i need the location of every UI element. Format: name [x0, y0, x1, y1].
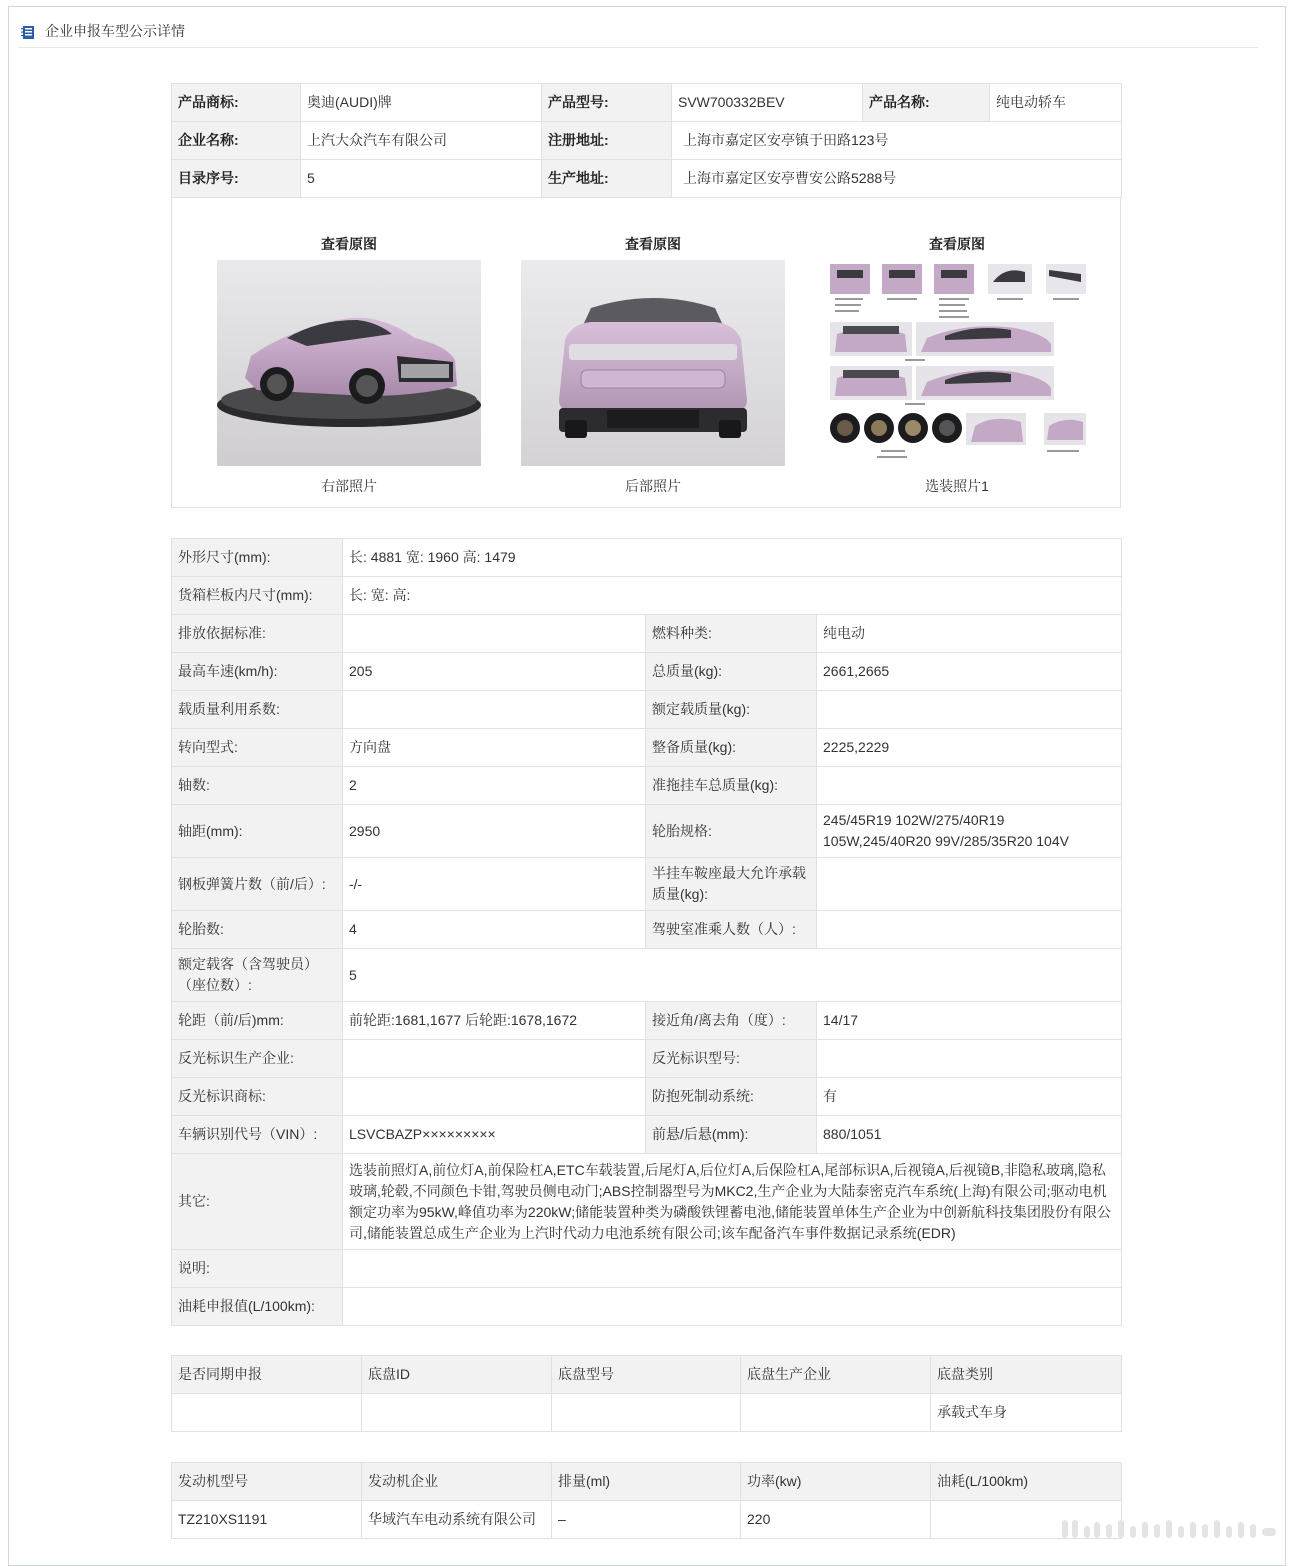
engine-table	[171, 1462, 1122, 1539]
table-row	[172, 539, 1122, 577]
view-original-link[interactable]: 查看原图	[321, 236, 377, 252]
name-value: 纯电动轿车	[990, 84, 1122, 122]
fuel-value: 纯电动	[817, 615, 1122, 653]
table-cell	[172, 1394, 362, 1432]
table-row	[172, 949, 1122, 1002]
table-row	[172, 1501, 1122, 1539]
column-header: 底盘ID	[362, 1356, 552, 1394]
fuel-cons-value	[343, 1288, 1122, 1326]
total-mass-label: 总质量(kg):	[646, 653, 817, 691]
column-header: 底盘型号	[552, 1356, 741, 1394]
table-cell: 220	[741, 1501, 931, 1539]
vin-label: 车辆识别代号（VIN）:	[172, 1116, 343, 1154]
axles-value: 2	[343, 767, 646, 805]
right-photo-image[interactable]	[217, 260, 481, 466]
dims-value: 长: 4881 宽: 1960 高: 1479	[343, 539, 1122, 577]
cargo-value: 长: 宽: 高:	[343, 577, 1122, 615]
refl-maker-value	[343, 1040, 646, 1078]
pass-label	[172, 949, 343, 1002]
photo-caption: 右部照片	[321, 478, 377, 494]
steer-value: 方向盘	[343, 729, 646, 767]
table-row	[172, 1394, 1122, 1432]
catalog-value: 5	[301, 160, 542, 198]
table-row	[172, 84, 1122, 122]
wheelbase-label: 轴距(mm):	[172, 805, 343, 858]
speed-label: 最高车速(km/h):	[172, 653, 343, 691]
company-value: 上汽大众汽车有限公司	[301, 122, 542, 160]
other-value: 选装前照灯A,前位灯A,前保险杠A,ETC车载装置,后尾灯A,后位灯A,后保险杠A,尾部标识A,后视镜A,后视镜B,非隐私玻璃,隐私玻璃,轮毂,不同颜色卡钳,驾驶员侧电动门;ABS控制器型号为MKC2,生产企业为大陆泰密克汽车系统(上海)有限公司;驱动电机额定功率为95kW,峰值功率为220kW;储能装置种类为磷酸铁锂蓄电池,储能装置单体生产企业为中创新航科技集团股份有限公司,储能装置总成生产企业为上汽时代动力电池系统有限公司;该车配备汽车事件数据记录系统(EDR)	[343, 1154, 1122, 1250]
saddle-value	[817, 858, 1122, 911]
saddle-label-line: 半挂车鞍座最大允许承载	[652, 865, 806, 881]
rated-load-value	[817, 691, 1122, 729]
cab-value	[817, 911, 1122, 949]
options-photo-image[interactable]	[825, 260, 1089, 466]
column-header: 是否同期申报	[172, 1356, 362, 1394]
note-value	[343, 1250, 1122, 1288]
note-label: 说明:	[172, 1250, 343, 1288]
table-row	[172, 1040, 1122, 1078]
overhang-label: 前悬/后悬(mm):	[646, 1116, 817, 1154]
refl-maker-label: 反光标识生产企业:	[172, 1040, 343, 1078]
table-row	[172, 858, 1122, 911]
table-cell	[741, 1394, 931, 1432]
chassis-table	[171, 1355, 1122, 1432]
cab-label: 驾驶室准乘人数（人）:	[646, 911, 817, 949]
axles-label: 轴数:	[172, 767, 343, 805]
tire-spec-label: 轮胎规格:	[646, 805, 817, 858]
vin-value: LSVCBAZP×××××××××	[343, 1116, 646, 1154]
view-original-link[interactable]: 查看原图	[929, 236, 985, 252]
watermark-logo	[1060, 1518, 1280, 1540]
reg-addr-label: 注册地址:	[542, 122, 672, 160]
table-row	[172, 1116, 1122, 1154]
basic-info-table	[171, 83, 1122, 198]
refl-brand-label: 反光标识商标:	[172, 1078, 343, 1116]
table-row	[172, 1250, 1122, 1288]
prod-addr-value: 上海市嘉定区安亭曹安公路5288号	[672, 160, 1122, 198]
reg-addr-value: 上海市嘉定区安亭镇于田路123号	[672, 122, 1122, 160]
table-row	[172, 160, 1122, 198]
table-cell	[362, 1394, 552, 1432]
table-cell: TZ210XS1191	[172, 1501, 362, 1539]
refl-model-value	[817, 1040, 1122, 1078]
brand-label: 产品商标:	[172, 84, 301, 122]
table-header-row	[172, 1463, 1122, 1501]
refl-brand-value	[343, 1078, 646, 1116]
table-row	[172, 911, 1122, 949]
trailer-value	[817, 767, 1122, 805]
abs-label: 防抱死制动系统:	[646, 1078, 817, 1116]
brand-value: 奥迪(AUDI)牌	[301, 84, 542, 122]
table-row	[172, 122, 1122, 160]
total-mass-value: 2661,2665	[817, 653, 1122, 691]
pass-label-line: 额定载客（含驾驶员）	[178, 956, 318, 972]
model-label: 产品型号:	[542, 84, 672, 122]
pass-value: 5	[343, 949, 1122, 1002]
curb-label: 整备质量(kg):	[646, 729, 817, 767]
column-header: 油耗(L/100km)	[931, 1463, 1122, 1501]
column-header: 底盘生产企业	[741, 1356, 931, 1394]
photo-caption: 后部照片	[625, 478, 681, 494]
emission-value	[343, 615, 646, 653]
abs-value: 有	[817, 1078, 1122, 1116]
fuel-label: 燃料种类:	[646, 615, 817, 653]
company-label: 企业名称:	[172, 122, 301, 160]
refl-model-label: 反光标识型号:	[646, 1040, 817, 1078]
table-row	[172, 1078, 1122, 1116]
prod-addr-label: 生产地址:	[542, 160, 672, 198]
load-coef-label: 载质量利用系数:	[172, 691, 343, 729]
table-cell	[552, 1394, 741, 1432]
spring-label: 钢板弹簧片数（前/后）:	[172, 858, 343, 911]
curb-value: 2225,2229	[817, 729, 1122, 767]
model-value: SVW700332BEV	[672, 84, 863, 122]
table-cell: 承载式车身	[931, 1394, 1122, 1432]
table-row	[172, 691, 1122, 729]
table-cell: 华域汽车电动系统有限公司	[362, 1501, 552, 1539]
page-header	[18, 18, 1258, 48]
tire-spec-line: 245/45R19 102W/275/40R19	[823, 812, 1005, 828]
table-row	[172, 1288, 1122, 1326]
column-header: 底盘类别	[931, 1356, 1122, 1394]
other-label: 其它:	[172, 1154, 343, 1250]
cargo-label: 货箱栏板内尺寸(mm):	[172, 577, 343, 615]
track-label: 轮距（前/后)mm:	[172, 1002, 343, 1040]
table-row	[172, 805, 1122, 858]
trailer-label: 准拖挂车总质量(kg):	[646, 767, 817, 805]
name-label: 产品名称:	[863, 84, 990, 122]
table-row	[172, 653, 1122, 691]
catalog-label: 目录序号:	[172, 160, 301, 198]
rated-load-label: 额定载质量(kg):	[646, 691, 817, 729]
saddle-label	[646, 858, 817, 911]
book-icon	[21, 25, 35, 40]
angle-value: 14/17	[817, 1002, 1122, 1040]
table-cell: –	[552, 1501, 741, 1539]
page-title: 企业申报车型公示详情	[45, 22, 185, 39]
table-row	[172, 577, 1122, 615]
table-row	[172, 729, 1122, 767]
steer-label: 转向型式:	[172, 729, 343, 767]
tire-spec-line: 105W,245/40R20 99V/285/35R20 104V	[823, 833, 1069, 849]
spring-value: -/-	[343, 858, 646, 911]
view-original-link[interactable]: 查看原图	[625, 236, 681, 252]
photo-caption: 选装照片1	[925, 478, 989, 494]
overhang-value: 880/1051	[817, 1116, 1122, 1154]
saddle-label-line: 质量(kg):	[652, 886, 708, 902]
rear-photo-image[interactable]	[521, 260, 785, 466]
fuel-cons-label: 油耗申报值(L/100km):	[172, 1288, 343, 1326]
tire-spec-value	[817, 805, 1122, 858]
column-header: 排量(ml)	[552, 1463, 741, 1501]
pass-label-line: （座位数）:	[178, 977, 252, 993]
spec-table	[171, 538, 1122, 1326]
table-row	[172, 767, 1122, 805]
table-row	[172, 1154, 1122, 1250]
photo-panel	[171, 198, 1121, 508]
speed-value: 205	[343, 653, 646, 691]
table-header-row	[172, 1356, 1122, 1394]
dims-label: 外形尺寸(mm):	[172, 539, 343, 577]
tires-label: 轮胎数:	[172, 911, 343, 949]
column-header: 功率(kw)	[741, 1463, 931, 1501]
table-row	[172, 615, 1122, 653]
wheelbase-value: 2950	[343, 805, 646, 858]
load-coef-value	[343, 691, 646, 729]
column-header: 发动机企业	[362, 1463, 552, 1501]
table-row	[172, 1002, 1122, 1040]
emission-label: 排放依据标准:	[172, 615, 343, 653]
column-header: 发动机型号	[172, 1463, 362, 1501]
track-value: 前轮距:1681,1677 后轮距:1678,1672	[343, 1002, 646, 1040]
tires-value: 4	[343, 911, 646, 949]
angle-label: 接近角/离去角（度）:	[646, 1002, 817, 1040]
